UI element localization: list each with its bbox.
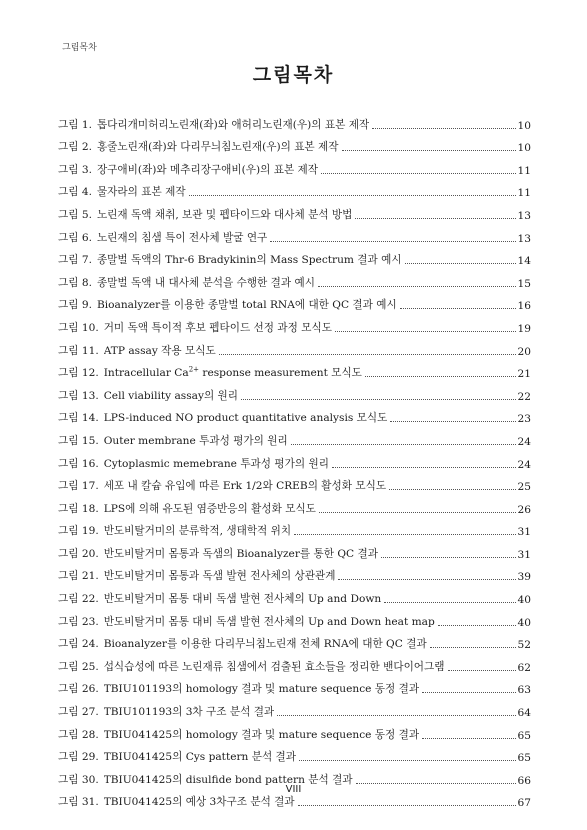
entry-title: TBIU101193의 3차 구조 분석 결과 bbox=[103, 706, 275, 719]
entry-title: 섭식습성에 따른 노린재류 침샘에서 검출된 효소들을 정리한 밴다이어그램 bbox=[103, 660, 445, 673]
page-title: 그림목차 bbox=[252, 64, 335, 86]
entry-label: 그림 3. bbox=[58, 163, 92, 176]
entry-title bbox=[104, 365, 362, 380]
entry-page: 21 bbox=[517, 368, 531, 381]
dot-leader bbox=[355, 218, 515, 219]
entry-label: 그림 21. bbox=[58, 570, 99, 583]
entry-title: Cytoplasmic memebrane 투과성 평가의 원리 bbox=[103, 457, 329, 470]
toc-entry[interactable] bbox=[58, 199, 531, 222]
entry-page: 31 bbox=[517, 548, 531, 561]
superscript-charge: 2+ bbox=[188, 365, 200, 374]
toc-entry[interactable] bbox=[58, 516, 531, 539]
entry-title: TBIU041425의 disulfide bond pattern 분석 결과 bbox=[103, 773, 353, 786]
entry-title: ATP assay 작용 모식도 bbox=[103, 344, 216, 357]
entry-page: 39 bbox=[517, 571, 531, 584]
entry-page: 52 bbox=[517, 639, 531, 652]
dot-leader bbox=[189, 195, 516, 196]
dot-leader bbox=[298, 805, 516, 806]
entry-page: 10 bbox=[517, 119, 531, 132]
dot-leader bbox=[390, 421, 515, 422]
dot-leader bbox=[277, 715, 515, 716]
running-header: 그림목차 bbox=[62, 43, 97, 53]
dot-leader bbox=[332, 467, 516, 468]
page-number: VIII bbox=[285, 784, 302, 795]
entry-page: 40 bbox=[517, 616, 531, 629]
entry-label: 그림 14. bbox=[58, 412, 99, 425]
entry-page: 13 bbox=[517, 209, 531, 222]
entry-label: 그림 1. bbox=[58, 118, 92, 131]
entry-title: TBIU041425의 예상 3차구조 분석 결과 bbox=[103, 796, 295, 809]
toc-entry[interactable] bbox=[58, 674, 531, 697]
toc-entry[interactable] bbox=[58, 403, 531, 426]
dot-leader bbox=[342, 150, 516, 151]
dot-leader bbox=[405, 263, 516, 264]
toc-entry[interactable] bbox=[58, 425, 531, 448]
entry-title: 반도비탈거미 몸통과 독샘의 Bioanalyzer를 통한 QC 결과 bbox=[103, 547, 378, 560]
entry-label: 그림 26. bbox=[58, 683, 99, 696]
entry-label: 그림 25. bbox=[58, 660, 99, 673]
entry-title: 종말벌 독액 내 대사체 분석을 수행한 결과 예시 bbox=[96, 276, 315, 289]
toc-entry[interactable] bbox=[58, 109, 531, 132]
toc-entry[interactable] bbox=[58, 629, 531, 652]
entry-label: 그림 15. bbox=[58, 434, 99, 447]
dot-leader bbox=[299, 760, 515, 761]
dot-leader bbox=[321, 173, 515, 174]
toc-entry[interactable] bbox=[58, 696, 531, 719]
dot-leader bbox=[335, 331, 516, 332]
dot-leader bbox=[372, 128, 515, 129]
toc-entry[interactable] bbox=[58, 471, 531, 494]
toc-entry[interactable] bbox=[58, 312, 531, 335]
entry-page: 19 bbox=[517, 322, 531, 335]
entry-label: 그림 19. bbox=[58, 525, 99, 538]
dot-leader bbox=[448, 670, 516, 671]
toc-entry[interactable] bbox=[58, 177, 531, 200]
entry-page: 10 bbox=[517, 142, 531, 155]
toc-entry[interactable] bbox=[58, 380, 531, 403]
entry-title: 세포 내 칼슘 유입에 따른 Erk 1/2와 CREB의 활성화 모식도 bbox=[103, 480, 387, 493]
entry-page: 67 bbox=[517, 797, 531, 810]
entry-page: 20 bbox=[517, 345, 531, 358]
entry-title: LPS-induced NO product quantitative analysis 모식도 bbox=[103, 412, 388, 425]
entry-page: 23 bbox=[517, 413, 531, 426]
entry-label: 그림 28. bbox=[58, 728, 99, 741]
dot-leader bbox=[294, 534, 515, 535]
entry-title: 반도비탈거미 몸통 대비 독샘 발현 전사체의 Up and Down heat map bbox=[103, 615, 435, 628]
entry-page: 40 bbox=[517, 594, 531, 607]
entry-page: 66 bbox=[517, 774, 531, 787]
entry-title: 물자라의 표본 제작 bbox=[96, 186, 186, 199]
toc-entry[interactable] bbox=[58, 335, 531, 358]
entry-page: 14 bbox=[517, 255, 531, 268]
dot-leader bbox=[291, 444, 516, 445]
entry-title-part: response measurement 모식도 bbox=[199, 367, 362, 380]
entry-label: 그림 23. bbox=[58, 615, 99, 628]
entry-label: 그림 7. bbox=[58, 254, 92, 267]
entry-page: 62 bbox=[517, 661, 531, 674]
entry-title: Bioanalyzer를 이용한 종말벌 total RNA에 대한 QC 결과 예시 bbox=[96, 299, 397, 312]
entry-page: 11 bbox=[517, 164, 531, 177]
toc-entry[interactable] bbox=[58, 358, 531, 381]
toc-entry[interactable] bbox=[58, 583, 531, 606]
entry-page: 11 bbox=[517, 187, 531, 200]
entry-label: 그림 13. bbox=[58, 389, 99, 402]
toc-entry[interactable] bbox=[58, 132, 531, 155]
entry-title: TBIU101193의 homology 결과 및 mature sequence 동정 결과 bbox=[103, 683, 420, 696]
toc-entry[interactable] bbox=[58, 606, 531, 629]
toc-entry[interactable] bbox=[58, 493, 531, 516]
entry-page: 15 bbox=[517, 277, 531, 290]
entry-title: TBIU041425의 Cys pattern 분석 결과 bbox=[103, 751, 297, 764]
entry-label: 그림 30. bbox=[58, 773, 99, 786]
dot-leader bbox=[270, 241, 515, 242]
entry-page: 24 bbox=[517, 435, 531, 448]
entry-title-part: Intracellular Ca bbox=[103, 367, 189, 380]
entry-label: 그림 11. bbox=[58, 344, 99, 357]
entry-title: 반도비탈거미 몸통 대비 독샘 발현 전사체의 Up and Down bbox=[103, 593, 382, 606]
entry-title: 반도비탈거미 몸통과 독샘 발현 전사체의 상관관계 bbox=[103, 570, 336, 583]
entry-page: 16 bbox=[517, 300, 531, 313]
entry-page: 24 bbox=[517, 458, 531, 471]
dot-leader bbox=[219, 354, 516, 355]
dot-leader bbox=[381, 557, 516, 558]
entry-title: 거미 독액 특이적 후보 펩타이드 선정 과정 모식도 bbox=[103, 321, 332, 334]
dot-leader bbox=[319, 512, 516, 513]
entry-label: 그림 16. bbox=[58, 457, 99, 470]
entry-label: 그림 27. bbox=[58, 706, 99, 719]
entry-page: 26 bbox=[517, 503, 531, 516]
entry-title: 노린재의 침샘 특이 전사체 발굴 연구 bbox=[96, 231, 268, 244]
entry-label: 그림 12. bbox=[58, 367, 99, 380]
entry-label: 그림 10. bbox=[58, 321, 99, 334]
toc-entry[interactable] bbox=[58, 290, 531, 313]
entry-label: 그림 20. bbox=[58, 547, 99, 560]
entry-page: 22 bbox=[517, 390, 531, 403]
entry-title: 톱다리개미허리노린재(좌)와 애허리노린재(우)의 표본 제작 bbox=[96, 118, 370, 131]
dot-leader bbox=[389, 489, 515, 490]
entry-label: 그림 17. bbox=[58, 480, 99, 493]
toc-entry[interactable] bbox=[58, 719, 531, 742]
entry-page: 63 bbox=[517, 684, 531, 697]
toc-entry[interactable] bbox=[58, 245, 531, 268]
dot-leader bbox=[384, 602, 515, 603]
dot-leader bbox=[241, 399, 516, 400]
toc-entry[interactable] bbox=[58, 154, 531, 177]
entry-page: 65 bbox=[517, 752, 531, 765]
dot-leader bbox=[422, 692, 515, 693]
entry-label: 그림 22. bbox=[58, 593, 99, 606]
entry-page: 25 bbox=[517, 481, 531, 494]
entry-label: 그림 8. bbox=[58, 276, 92, 289]
toc-entry[interactable] bbox=[58, 538, 531, 561]
toc-entry[interactable] bbox=[58, 222, 531, 245]
dot-leader bbox=[422, 738, 515, 739]
entry-title: 노린재 독액 채취, 보관 및 펩타이드와 대사체 분석 방법 bbox=[96, 208, 353, 221]
entry-label: 그림 24. bbox=[58, 638, 99, 651]
dot-leader bbox=[318, 286, 516, 287]
toc-entry[interactable] bbox=[58, 561, 531, 584]
entry-title: 반도비탈거미의 분류학적, 생태학적 위치 bbox=[103, 525, 292, 538]
entry-title: 종말벌 독액의 Thr-6 Bradykinin의 Mass Spectrum 결과 예시 bbox=[96, 254, 402, 267]
entry-title: 장구애비(좌)와 메추리장구애비(우)의 표본 제작 bbox=[96, 163, 319, 176]
entry-label: 그림 5. bbox=[58, 208, 92, 221]
entry-page: 64 bbox=[517, 707, 531, 720]
entry-title: Cell viability assay의 원리 bbox=[103, 389, 239, 402]
entry-title: LPS에 의해 유도된 염증반응의 활성화 모식도 bbox=[103, 502, 316, 515]
toc-entry[interactable] bbox=[58, 651, 531, 674]
entry-label: 그림 29. bbox=[58, 751, 99, 764]
entry-label: 그림 31. bbox=[58, 796, 99, 809]
entry-label: 그림 6. bbox=[58, 231, 92, 244]
dot-leader bbox=[400, 308, 516, 309]
toc-entry[interactable] bbox=[58, 448, 531, 471]
entry-page: 13 bbox=[517, 232, 531, 245]
entry-title: Bioanalyzer를 이용한 다리무늬침노린재 전체 RNA에 대한 QC 결과 bbox=[103, 638, 427, 651]
toc-entry[interactable] bbox=[58, 267, 531, 290]
entry-page: 31 bbox=[517, 526, 531, 539]
dot-leader bbox=[338, 579, 515, 580]
toc-entry[interactable] bbox=[58, 742, 531, 765]
entry-label: 그림 2. bbox=[58, 141, 92, 154]
entry-label: 그림 4. bbox=[58, 186, 92, 199]
entry-title: 홍줄노린재(좌)와 다리무늬침노린재(우)의 표본 제작 bbox=[96, 141, 339, 154]
entry-label: 그림 9. bbox=[58, 299, 92, 312]
dot-leader bbox=[430, 647, 516, 648]
entry-page: 65 bbox=[517, 729, 531, 742]
dot-leader bbox=[438, 625, 516, 626]
entry-title: TBIU041425의 homology 결과 및 mature sequence 동정 결과 bbox=[103, 728, 420, 741]
dot-leader bbox=[365, 376, 516, 377]
figure-list bbox=[58, 109, 531, 809]
entry-title: Outer membrane 투과성 평가의 원리 bbox=[103, 434, 288, 447]
entry-label: 그림 18. bbox=[58, 502, 99, 515]
